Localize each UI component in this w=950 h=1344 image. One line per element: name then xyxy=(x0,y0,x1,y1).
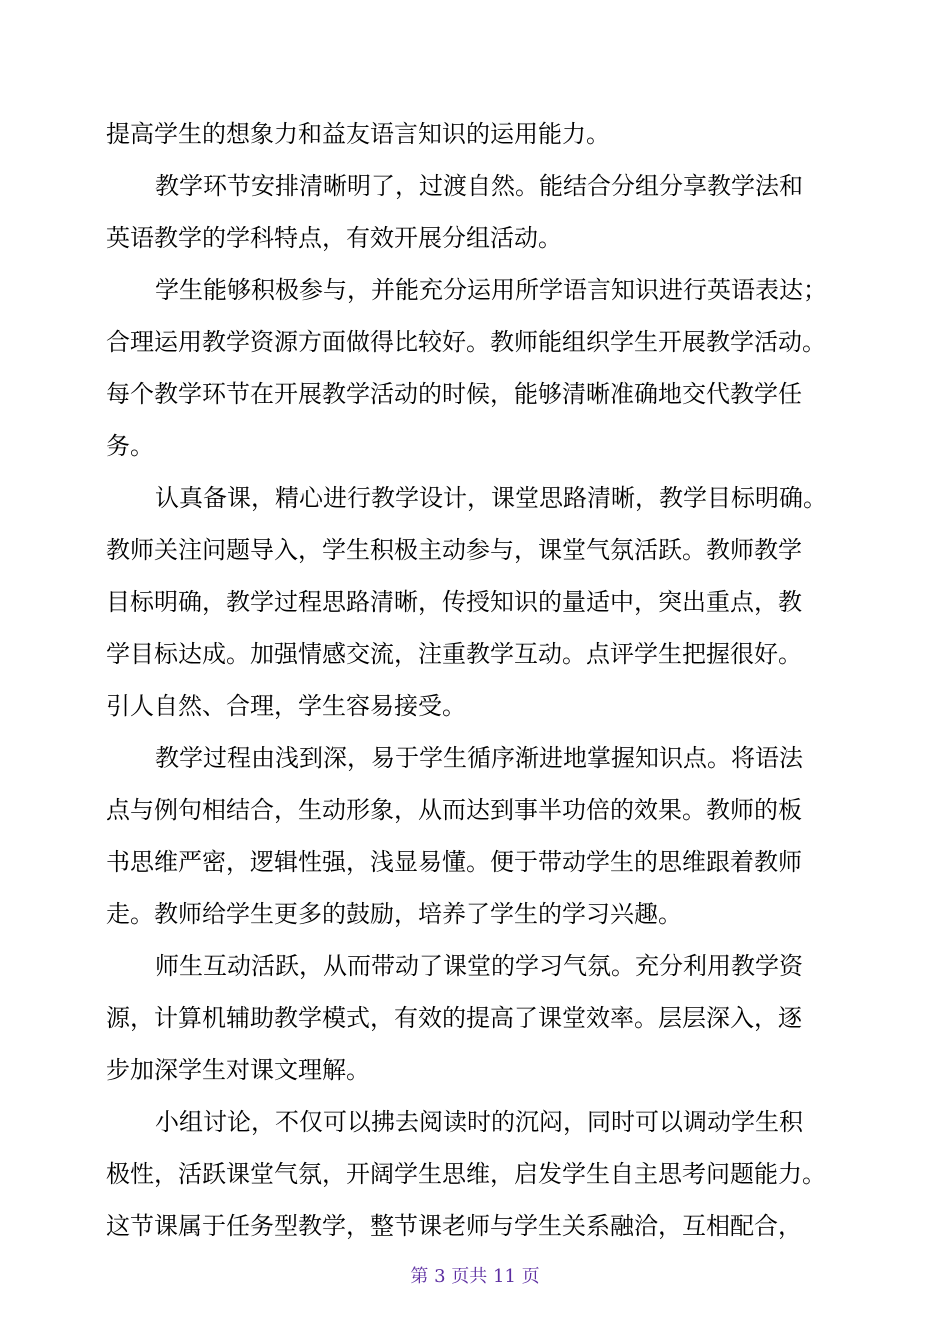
text-line: 引人自然、合理，学生容易接受。 xyxy=(106,692,466,720)
text-line: 提高学生的想象力和益友语言知识的运用能力。 xyxy=(106,120,610,148)
text-line: 走。教师给学生更多的鼓励，培养了学生的学习兴趣。 xyxy=(106,900,682,928)
text-line: 学目标达成。加强情感交流，注重教学互动。点评学生把握很好。 xyxy=(106,640,802,668)
document-body xyxy=(106,108,841,1252)
text-line: 师生互动活跃，从而带动了课堂的学习气氛。充分利用教学资 xyxy=(155,952,803,980)
text-line: 合理运用教学资源方面做得比较好。教师能组织学生开展教学活动。 xyxy=(106,328,826,356)
text-line: 教师关注问题导入，学生积极主动参与，课堂气氛活跃。教师教学 xyxy=(106,536,802,564)
text-line: 教学环节安排清晰明了，过渡自然。能结合分组分享教学法和 xyxy=(155,172,803,200)
text-line: 学生能够积极参与，并能充分运用所学语言知识进行英语表达； xyxy=(155,276,827,304)
text-line: 认真备课，精心进行教学设计，课堂思路清晰，教学目标明确。 xyxy=(155,484,827,512)
text-line: 教学过程由浅到深，易于学生循序渐进地掌握知识点。将语法 xyxy=(155,744,803,772)
text-line: 每个教学环节在开展教学活动的时候，能够清晰准确地交代教学任 xyxy=(106,380,802,408)
text-line: 小组讨论，不仅可以拂去阅读时的沉闷，同时可以调动学生积 xyxy=(155,1108,803,1136)
text-line: 书思维严密，逻辑性强，浅显易懂。便于带动学生的思维跟着教师 xyxy=(106,848,802,876)
text-line: 这节课属于任务型教学，整节课老师与学生关系融洽，互相配合， xyxy=(106,1212,802,1240)
page-number-footer: 第 3 页共 11 页 xyxy=(410,1266,540,1287)
text-line: 点与例句相结合，生动形象，从而达到事半功倍的效果。教师的板 xyxy=(106,796,802,824)
text-line: 源，计算机辅助教学模式，有效的提高了课堂效率。层层深入，逐 xyxy=(106,1004,802,1032)
text-line: 目标明确，教学过程思路清晰，传授知识的量适中，突出重点，教 xyxy=(106,588,802,616)
text-line: 步加深学生对课文理解。 xyxy=(106,1056,370,1084)
text-line: 务。 xyxy=(106,432,154,460)
text-line: 极性，活跃课堂气氛，开阔学生思维，启发学生自主思考问题能力。 xyxy=(106,1160,826,1188)
text-line: 英语教学的学科特点，有效开展分组活动。 xyxy=(106,224,562,252)
